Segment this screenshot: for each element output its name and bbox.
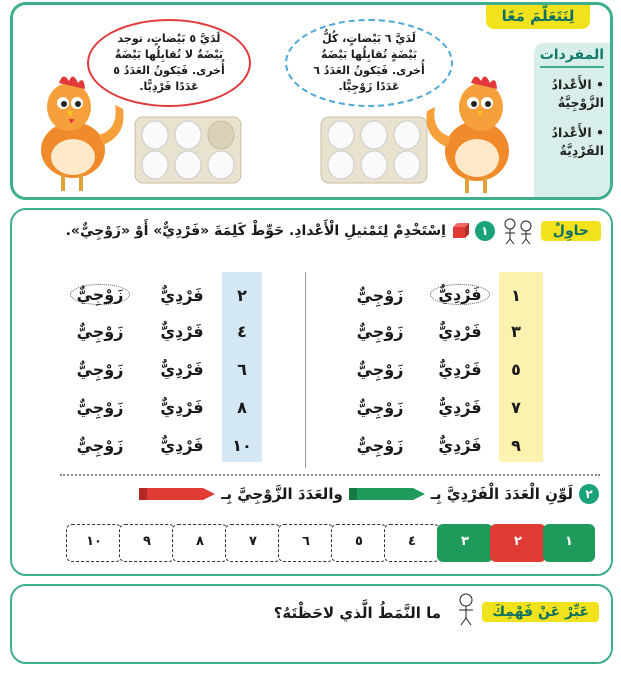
number-9: ٩ [511,436,521,455]
number-3: ٣ [511,322,521,341]
puzzle-piece-3[interactable]: ٣ [437,524,493,562]
question-2-text-b: والعَدَدَ الزَّوْجِيَّ بِـ [221,485,343,503]
question-1-instruction [66,223,469,239]
vocab-odd-label: الأَعْدادُ الفَرْدِيَّةُ [551,125,604,158]
word-odd-5[interactable]: فَرْدِيٌّ [438,360,482,379]
word-even-7[interactable]: زَوْجِيٌّ [356,398,404,417]
number-2: ٢ [237,286,247,305]
word-odd-9[interactable]: فَرْدِيٌّ [438,436,482,455]
section-divider [60,474,600,476]
question-number-1: ١ [475,221,495,241]
egg-tray-five-illustration [133,111,243,187]
puzzle-piece-7[interactable]: ٧ [225,524,281,562]
number-6: ٦ [237,360,247,379]
vocab-even-label: الأَعْدادُ الزَّوْجِيَّةُ [551,77,604,110]
word-even-9[interactable]: زَوْجِيٌّ [356,436,404,455]
word-even-4[interactable]: زَوْجِيٌّ [76,322,124,341]
word-odd-3[interactable]: فَرْدِيٌّ [438,322,482,341]
number-4: ٤ [237,322,247,341]
word-even-2[interactable]: زَوْجِيٌّ [70,284,130,305]
word-odd-10[interactable]: فَرْدِيٌّ [160,436,204,455]
word-odd-1[interactable]: فَرْدِيٌّ [430,284,490,305]
speech-bubble-odd: لَدَيَّ ٥ بَيْضاتٍ، توجد بَيْضَةٌ لا تُقابِلُها بَيْضَةٌ أُخرى. فَيَكونُ العَدَدُ ٥ عَدَدًا فَرْدِيًّا. [87,19,251,107]
puzzle-strip [66,524,573,564]
puzzle-piece-5[interactable]: ٥ [331,524,387,562]
express-understanding-section [10,584,613,664]
number-5: ٥ [511,360,521,379]
word-odd-8[interactable]: فَرْدِيٌّ [160,398,204,417]
word-even-10[interactable]: زَوْجِيٌّ [76,436,124,455]
thinking-kids-icon [501,217,535,245]
word-even-1[interactable]: زَوْجِيٌّ [356,286,404,305]
word-odd-6[interactable]: فَرْدِيٌّ [160,360,204,379]
puzzle-piece-9[interactable]: ٩ [119,524,175,562]
number-1: ١ [511,286,521,305]
cube-block-icon [451,223,469,239]
pattern-question: ما النَّمَطُ الَّذي لاحَظْتَهُ؟ [273,604,441,622]
speech-bubble-even: لَدَيَّ ٦ بَيْضاتٍ، كُلُّ بَيْضَةٍ تُقابِلُها بَيْضَةٌ أُخرى. فَيَكونُ العَدَدُ ٦ عَدَدًا زَوْجِيًّا. [285,19,453,107]
vocabulary-title: المفردات [540,47,604,68]
green-crayon-icon [349,487,425,501]
column-divider [305,272,306,468]
vocabulary-panel [534,43,610,199]
number-8: ٨ [237,398,247,417]
puzzle-piece-2[interactable]: ٢ [490,524,546,562]
number-10: ١٠ [232,436,252,455]
word-even-6[interactable]: زَوْجِيٌّ [76,360,124,379]
red-crayon-icon [139,487,215,501]
question-two-header [39,484,599,504]
word-odd-2[interactable]: فَرْدِيٌّ [160,286,204,305]
puzzle-piece-8[interactable]: ٨ [172,524,228,562]
express-understanding-label: عَبِّرْ عَنْ فَهْمِكَ [482,602,599,622]
number-7: ٧ [511,398,521,417]
puzzle-piece-1[interactable]: ١ [543,524,595,562]
thinking-child-icon [451,592,481,626]
question-2-text-a: لَوِّنِ الْعَدَدَ الْفَرْدِيَّ بِـ [430,485,573,503]
try-label: حاوِلْ [541,221,601,241]
word-even-5[interactable]: زَوْجِيٌّ [356,360,404,379]
word-odd-4[interactable]: فَرْدِيٌّ [160,322,204,341]
puzzle-piece-4[interactable]: ٤ [384,524,440,562]
learn-together-section [10,2,613,200]
puzzle-piece-6[interactable]: ٦ [278,524,334,562]
word-even-8[interactable]: زَوْجِيٌّ [76,398,124,417]
egg-tray-six-illustration [319,111,429,187]
vocab-odd-numbers: • الأَعْدادُ الفَرْدِيَّةُ [551,125,604,158]
word-odd-7[interactable]: فَرْدِيٌّ [438,398,482,417]
learn-together-tab: لِنَتَعَلَّمَ مَعًا [486,3,590,29]
question-1-text: اِسْتَخْدِمْ لِتَمْثيلِ الْأَعْدادِ. حَوِّطْ كَلِمَةَ «فَرْدِيٌّ» أَوْ «زَوْجِيٌّ». [65,223,446,239]
puzzle-piece-10[interactable]: ١٠ [66,524,122,562]
question-one-header [21,216,601,246]
vocab-even-numbers: • الأَعْدادُ الزَّوْجِيَّةُ [551,77,604,110]
word-even-3[interactable]: زَوْجِيٌّ [356,322,404,341]
question-number-2: ٢ [579,484,599,504]
